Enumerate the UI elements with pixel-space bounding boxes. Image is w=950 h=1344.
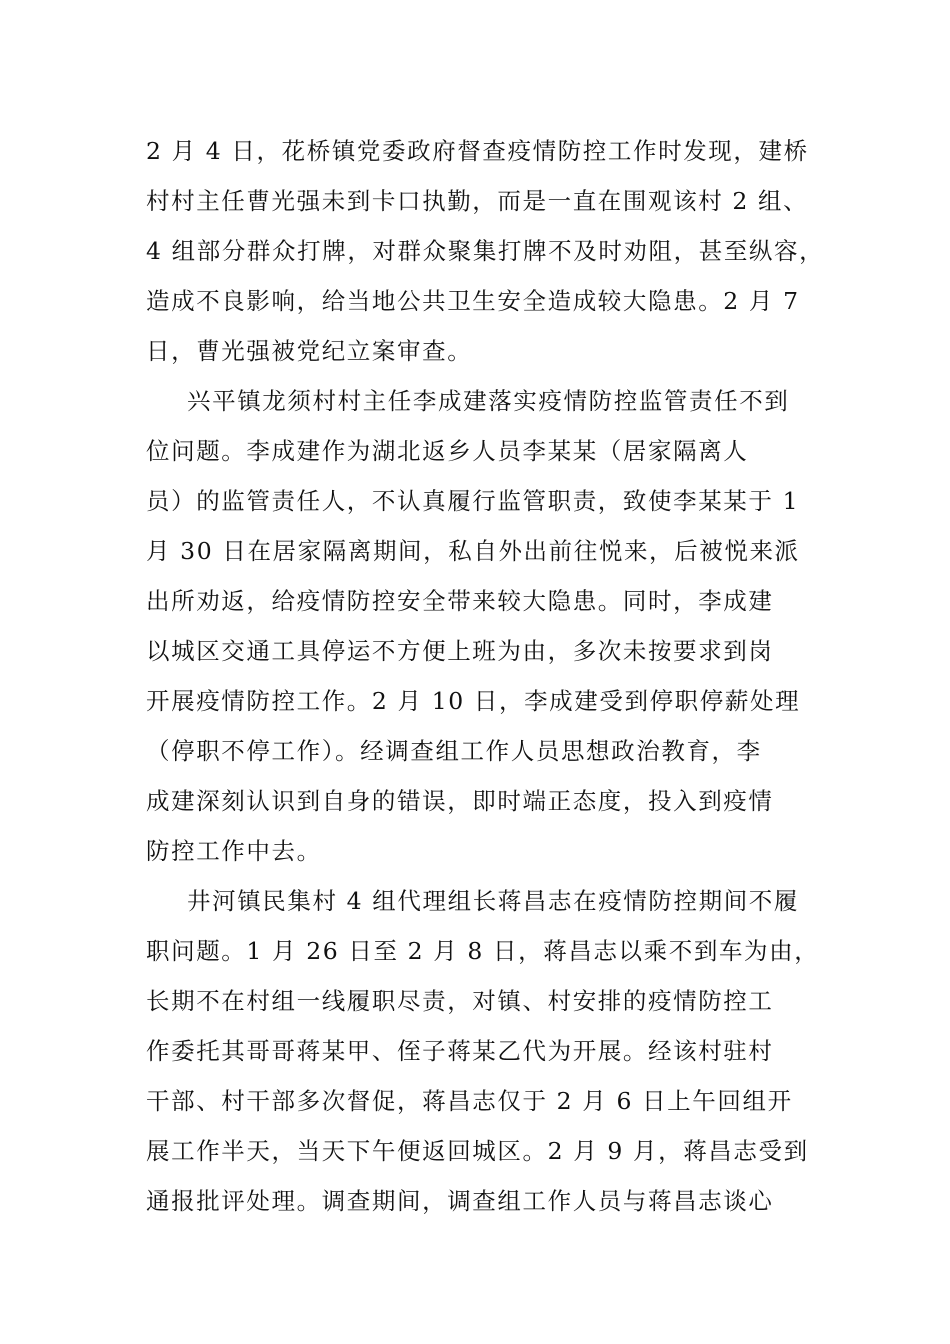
- text-line: 兴平镇龙须村村主任李成建落实疫情防控监管责任不到: [187, 387, 790, 415]
- text-line: 员）的监管责任人，不认真履行监管职责，致使李某某于 1: [146, 487, 800, 515]
- text-line: 通报批评处理。调查期间，调查组工作人员与蒋昌志谈心: [146, 1187, 774, 1215]
- text-line: 4 组部分群众打牌，对群众聚集打牌不及时劝阻，甚至纵容，: [146, 237, 825, 265]
- text-line: 月 30 日在居家隔离期间，私自外出前往悦来，后被悦来派: [146, 537, 800, 565]
- text-line: 2 月 4 日，花桥镇党委政府督查疫情防控工作时发现，建桥: [146, 137, 809, 165]
- text-line: 展工作半天，当天下午便返回城区。2 月 9 月，蒋昌志受到: [146, 1137, 809, 1165]
- text-line: 作委托其哥哥蒋某甲、侄子蒋某乙代为开展。经该村驻村: [146, 1037, 774, 1065]
- text-line: 干部、村干部多次督促，蒋昌志仅于 2 月 6 日上午回组开: [146, 1087, 793, 1115]
- text-line: 以城区交通工具停运不方便上班为由，多次未按要求到岗: [146, 637, 774, 665]
- text-line: 防控工作中去。: [146, 837, 322, 865]
- text-line: 井河镇民集村 4 组代理组长蒋昌志在疫情防控期间不履: [187, 887, 799, 915]
- text-line: 成建深刻认识到自身的错误，即时端正态度，投入到疫情: [146, 787, 774, 815]
- text-line: 职问题。1 月 26 日至 2 月 8 日，蒋昌志以乘不到车为由，: [146, 937, 820, 965]
- text-line: 村村主任曹光强未到卡口执勤，而是一直在围观该村 2 组、: [146, 187, 809, 215]
- text-line: 日，曹光强被党纪立案审查。: [146, 337, 473, 365]
- text-line: 开展疫情防控工作。2 月 10 日，李成建受到停职停薪处理: [146, 687, 801, 715]
- text-line: 长期不在村组一线履职尽责，对镇、村安排的疫情防控工: [146, 987, 774, 1015]
- text-line: 出所劝返，给疫情防控安全带来较大隐患。同时，李成建: [146, 587, 774, 615]
- text-line: 位问题。李成建作为湖北返乡人员李某某（居家隔离人: [146, 437, 749, 465]
- text-line: 造成不良影响，给当地公共卫生安全造成较大隐患。2 月 7: [146, 287, 800, 315]
- text-line: （停职不停工作）。经调查组工作人员思想政治教育，李: [146, 737, 762, 765]
